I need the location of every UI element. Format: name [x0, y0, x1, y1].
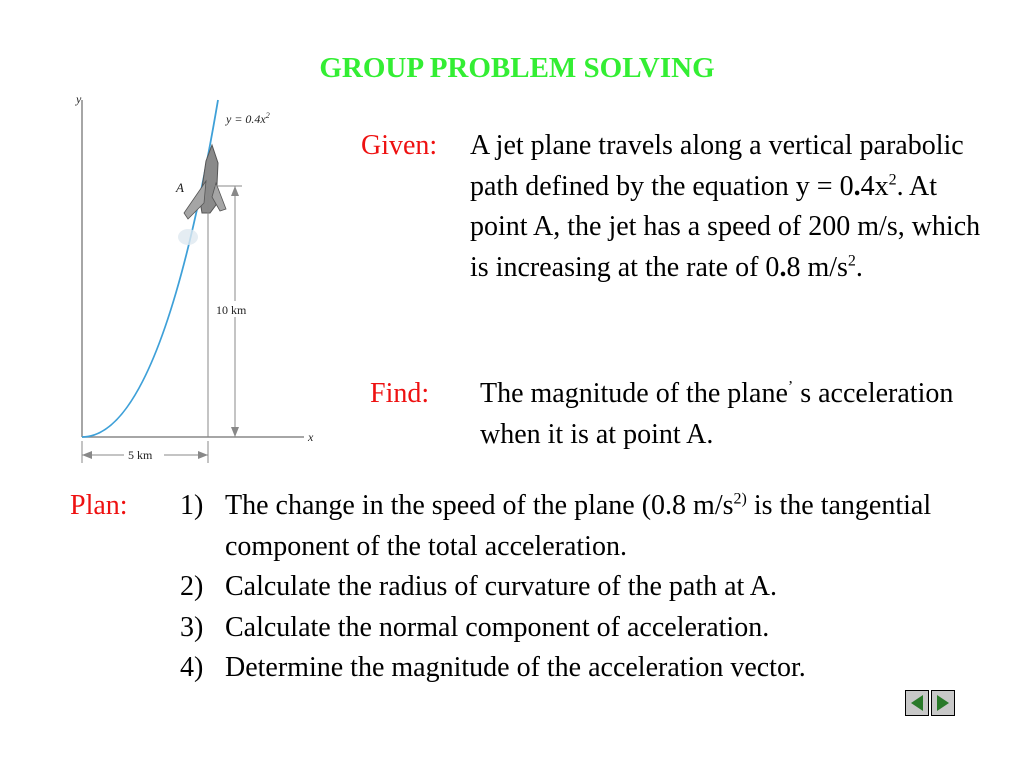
given-text: A jet plane travels along a vertical parabolic path defined by the equation $y = 0.4x^2$. At point A, the jet has a speed of 200 m/s, which is increasing at the rate of 0.8 $m/s^2$.	[470, 130, 981, 283]
page-title: GROUP PROBLEM SOLVING	[319, 52, 715, 84]
plan-list	[180, 486, 980, 689]
y-axis-label: y	[76, 92, 82, 106]
plan-item-3: 3) Calculate the normal component of acceleration.	[180, 611, 770, 643]
plan-item-2: 2) Calculate the radius of curvature of the path at A.	[180, 571, 778, 602]
point-a-label: A	[176, 180, 184, 195]
equation-label: $y = 0.4x^2$	[226, 111, 270, 126]
jet-plane-icon	[178, 145, 226, 245]
x-axis-label: x	[308, 430, 314, 444]
given-label: Given:	[361, 130, 438, 161]
parabola-figure	[60, 85, 350, 475]
arrow-left-icon	[911, 695, 923, 711]
plan-item-1: 1) The change in the speed of the plane (0.8 $m/s^{2)}$ is the tangential component of the total acceleration.	[180, 490, 932, 562]
parabolic-path	[82, 100, 218, 437]
plan-label: Plan:	[70, 490, 128, 521]
arrow-right-icon	[937, 695, 949, 711]
next-slide-button[interactable]	[931, 690, 955, 716]
plan-item-4: 4) Determine the magnitude of the acceleration vector.	[180, 652, 806, 683]
slide-navigation	[905, 690, 957, 718]
previous-slide-button[interactable]	[905, 690, 929, 716]
height-label: 10 km	[216, 303, 247, 317]
parabola-diagram	[60, 85, 350, 475]
find-label: Find:	[370, 378, 430, 409]
find-text: The magnitude of the plane’ s acceleration when it is at point A.	[480, 378, 954, 450]
width-label: 5 km	[128, 448, 153, 462]
